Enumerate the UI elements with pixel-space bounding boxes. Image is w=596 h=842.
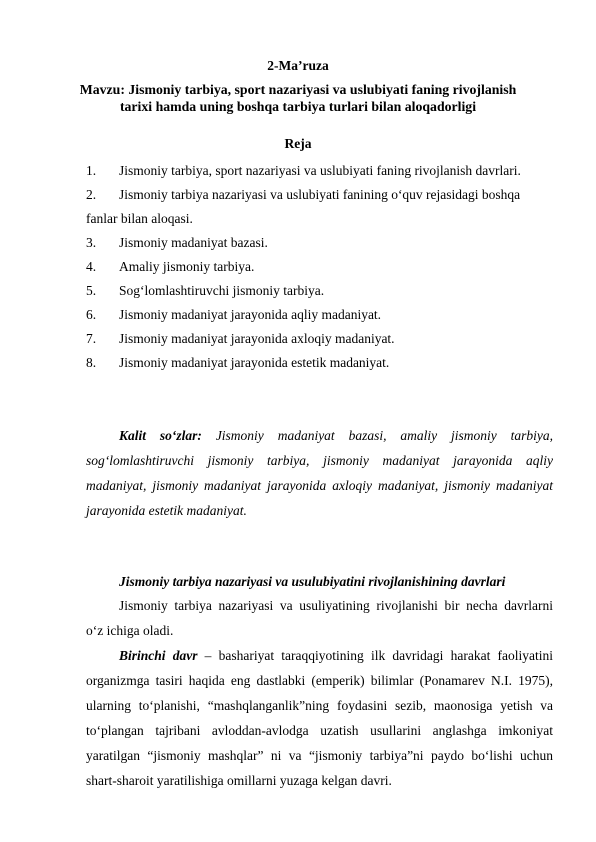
paragraph-line: shart-sharoit yaratilishiga omillarni yuzaga kelgan davri. [86, 773, 392, 788]
plan-item-number: 5. [86, 283, 97, 298]
paragraph-line: o‘z ichiga oladi. [86, 623, 174, 638]
plan-item-text: Jismoniy tarbiya nazariyasi va uslubiyati fanining o‘quv rejasidagi boshqa [119, 187, 521, 202]
section-title: Jismoniy tarbiya nazariyasi va usulubiyatini rivojlanishining davrlari [119, 574, 506, 589]
plan-item-number: 7. [86, 331, 97, 346]
plan-item-number: 2. [86, 187, 97, 202]
keywords-line: jarayonida estetik madaniyat. [86, 503, 247, 518]
plan-item-text: Jismoniy madaniyat jarayonida aqliy madaniyat. [119, 307, 382, 322]
term-first-period: Birinchi davr [119, 648, 198, 663]
plan-item-text: Amaliy jismoniy tarbiya. [119, 259, 255, 274]
topic-title-line-1: Mavzu: Jismoniy tarbiya, sport nazariyasi va uslubiyati faning rivojlanish [79, 82, 517, 97]
paragraph-line: ularning to‘planishi, “mashqlanganlik”ning foydasini sezib, maonosiga yetish va [86, 698, 553, 713]
plan-item-number: 3. [86, 235, 97, 250]
plan-item-number: 4. [86, 259, 97, 274]
plan-title: Reja [284, 136, 312, 151]
keywords-label: Kalit so‘zlar: [119, 428, 202, 443]
plan-item-text: Jismoniy madaniyat jarayonida estetik madaniyat. [119, 355, 390, 370]
plan-item-text: Jismoniy madaniyat bazasi. [119, 235, 268, 250]
paragraph-line: organizmga tasiri haqida eng dastlabki (emperik) bilimlar (Ponamarev N.I. 1975), [86, 673, 553, 688]
plan-item-text: Jismoniy madaniyat jarayonida axloqiy madaniyat. [119, 331, 395, 346]
paragraph-line: yaratilgan “jismoniy mashqlar” ni va “jismoniy tarbiya”ni paydo bo‘lishi uchun [86, 748, 553, 763]
plan-item-text: Jismoniy tarbiya, sport nazariyasi va uslubiyati faning rivojlanish davrlari. [119, 163, 521, 178]
keywords-line: madaniyat, jismoniy madaniyat jarayonida axloqiy madaniyat, jismoniy madaniyat [86, 478, 553, 493]
plan-item-continuation: fanlar bilan aloqasi. [86, 211, 193, 226]
plan-item-number: 6. [86, 307, 97, 322]
plan-item-number: 8. [86, 355, 97, 370]
keywords-text: Jismoniy madaniyat bazasi, amaliy jismoniy tarbiya, [215, 428, 554, 443]
keywords-line [119, 428, 553, 444]
paragraph-line: Jismoniy tarbiya nazariyasi va usuliyatining rivojlanishi bir necha davrlarni [119, 598, 553, 613]
plan-item-text: Sog‘lomlashtiruvchi jismoniy tarbiya. [119, 283, 325, 298]
plan-item-number: 1. [86, 163, 97, 178]
paragraph-line [119, 648, 553, 664]
topic-title-line-2: tarixi hamda uning boshqa tarbiya turlari bilan aloqadorligi [119, 99, 477, 114]
keywords-line: sog‘lomlashtiruvchi jismoniy tarbiya, jismoniy madaniyat jarayonida aqliy [86, 453, 553, 468]
paragraph-line: to‘plangan tajribani avloddan-avlodga uzatish usullarini anglashga imkoniyat [86, 723, 553, 738]
lecture-number: 2-Ma’ruza [267, 58, 329, 73]
paragraph-text: – bashariyat taraqqiyotining ilk davridagi harakat faoliyatini [197, 648, 553, 663]
